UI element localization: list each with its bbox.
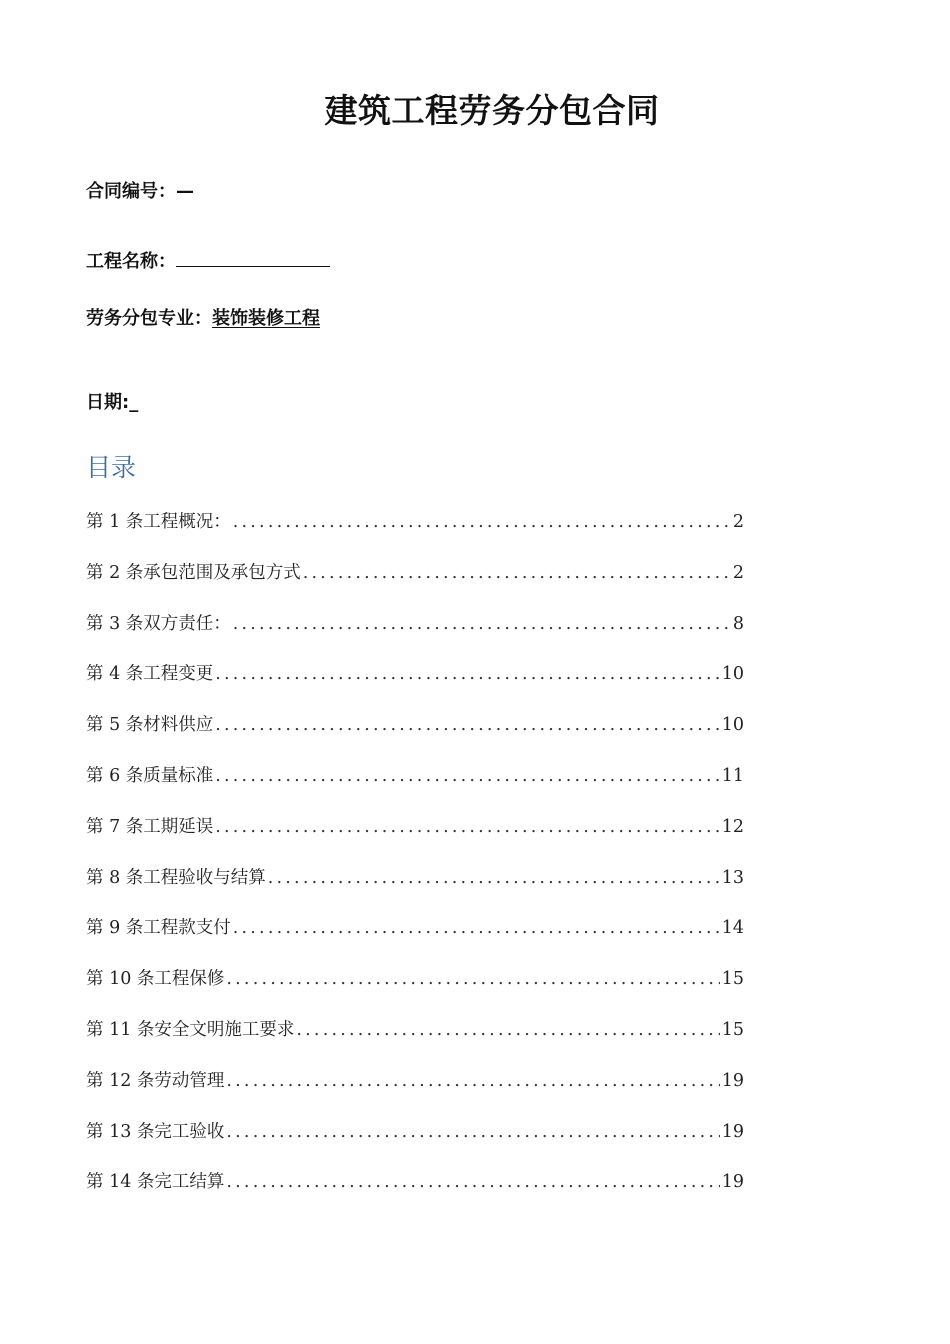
toc-item[interactable] [86, 711, 744, 762]
toc-item-page: 15 [721, 1019, 744, 1040]
toc-item-page: 19 [721, 1121, 744, 1142]
toc-item-page: 2 [732, 562, 744, 583]
date-value: _ [129, 392, 139, 413]
toc-leader-dots [226, 1168, 719, 1196]
document-title: 建筑工程劳务分包合同 [324, 91, 660, 130]
toc-leader-dots [226, 1067, 719, 1095]
date-field [86, 390, 138, 416]
toc-item-text: 第 11 条安全文明施工要求 [86, 1019, 295, 1040]
toc-item[interactable] [86, 1016, 744, 1067]
toc-item-page: 11 [721, 765, 744, 786]
toc-item-page: 8 [732, 613, 744, 634]
toc-item[interactable] [86, 559, 744, 610]
table-of-contents [86, 508, 744, 1219]
toc-item-page: 13 [721, 867, 744, 888]
toc-item-text: 第 14 条完工结算 [86, 1172, 225, 1193]
toc-leader-dots [296, 1016, 719, 1044]
toc-leader-dots [215, 762, 719, 790]
toc-leader-dots [226, 965, 719, 993]
toc-item-text: 第 13 条完工验收 [86, 1121, 225, 1142]
toc-item[interactable] [86, 762, 744, 813]
toc-item[interactable] [86, 610, 744, 661]
contract-number-value: — [176, 181, 194, 202]
toc-leader-dots [215, 813, 719, 841]
toc-item-text: 第 6 条质量标准 [86, 765, 214, 786]
toc-item-page: 14 [721, 918, 744, 939]
project-name-field [86, 248, 330, 275]
toc-item-page: 2 [732, 512, 744, 532]
toc-item[interactable] [86, 965, 744, 1016]
toc-leader-dots [233, 610, 731, 638]
toc-item-page: 19 [721, 1070, 744, 1091]
toc-item-text: 第 1 条工程概况： [86, 512, 231, 532]
toc-item-page: 10 [721, 715, 744, 736]
specialty-field [86, 306, 320, 332]
toc-item-page: 10 [721, 664, 744, 685]
toc-item[interactable] [86, 508, 744, 559]
toc-item-text: 第 3 条双方责任： [86, 613, 231, 634]
project-name-label: 工程名称： [86, 251, 176, 272]
toc-leader-dots [233, 508, 731, 536]
toc-item-text: 第 7 条工期延误 [86, 816, 214, 837]
toc-item[interactable] [86, 813, 744, 864]
toc-item[interactable] [86, 1067, 744, 1118]
toc-leader-dots [226, 1118, 719, 1146]
toc-item[interactable] [86, 1118, 744, 1169]
toc-leader-dots [215, 711, 719, 739]
toc-item[interactable] [86, 1168, 744, 1219]
contract-number-label: 合同编号： [86, 181, 176, 202]
toc-item-text: 第 10 条工程保修 [86, 969, 225, 990]
contract-number-field [86, 179, 194, 205]
toc-item[interactable] [86, 864, 744, 915]
specialty-label: 劳务分包专业： [86, 308, 212, 329]
specialty-value: 装饰装修工程 [212, 308, 320, 329]
toc-leader-dots [215, 660, 719, 688]
toc-item-page: 12 [721, 816, 744, 837]
toc-item-text: 第 4 条工程变更 [86, 664, 214, 685]
toc-heading: 目录 [86, 453, 137, 482]
toc-leader-dots [303, 559, 731, 587]
project-name-blank [176, 248, 330, 267]
toc-item-text: 第 9 条工程款支付 [86, 918, 231, 939]
toc-leader-dots [268, 864, 720, 892]
date-label: 日期: [86, 392, 130, 413]
toc-item-text: 第 5 条材料供应 [86, 715, 214, 736]
toc-leader-dots [233, 914, 720, 942]
toc-item-text: 第 12 条劳动管理 [86, 1070, 225, 1091]
toc-item-text: 第 2 条承包范围及承包方式 [86, 562, 301, 583]
toc-item[interactable] [86, 660, 744, 711]
toc-item[interactable] [86, 914, 744, 965]
toc-item-page: 19 [721, 1172, 744, 1193]
toc-item-text: 第 8 条工程验收与结算 [86, 867, 266, 888]
toc-item-page: 15 [721, 969, 744, 990]
